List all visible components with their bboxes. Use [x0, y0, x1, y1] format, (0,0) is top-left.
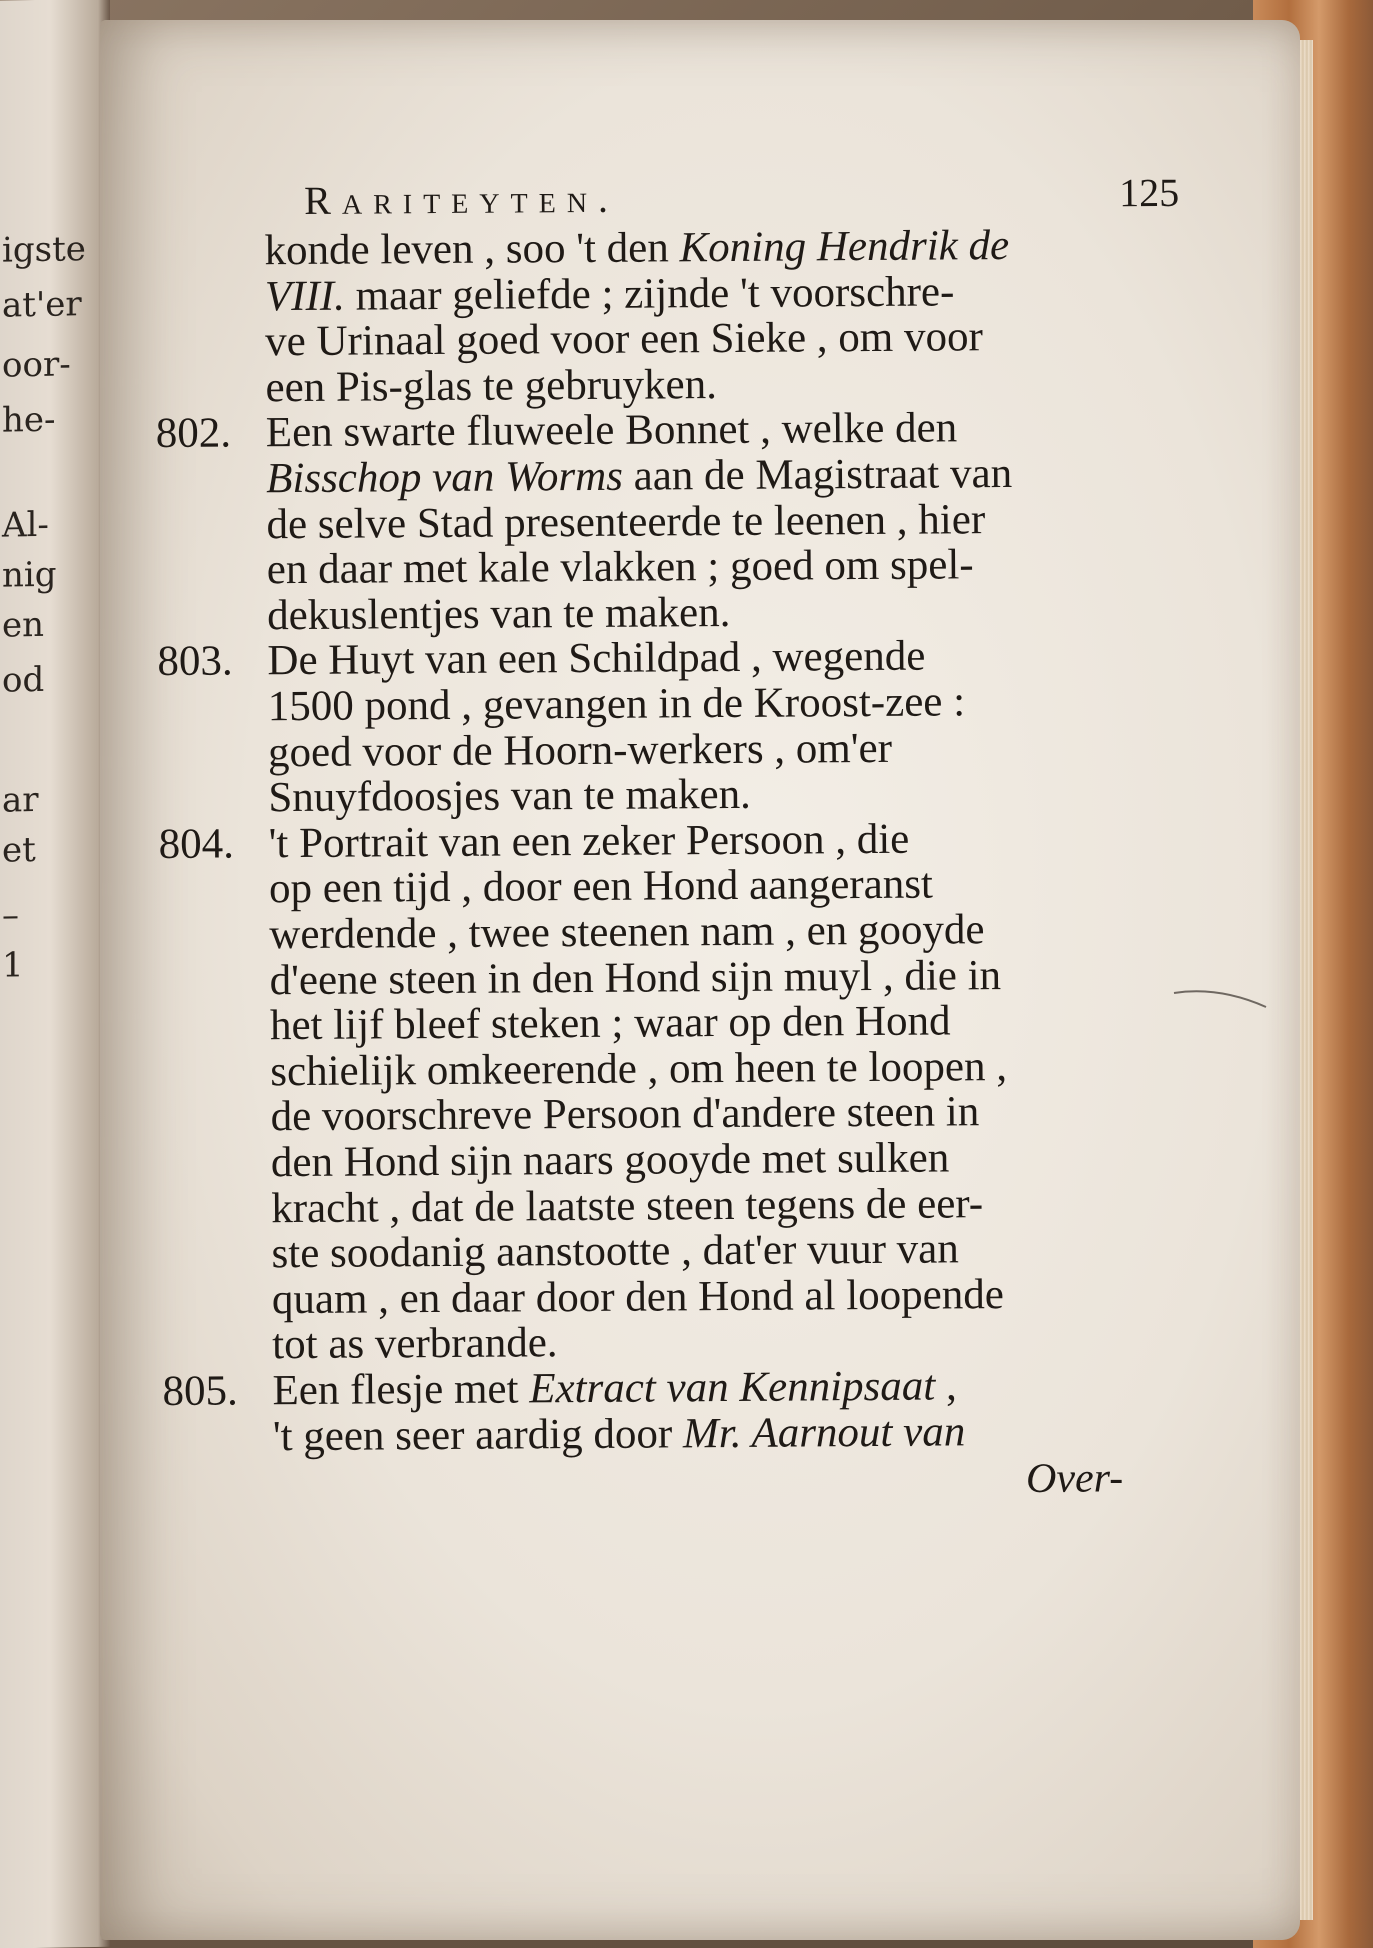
text-line — [265, 450, 1013, 503]
previous-page-fragment: he- — [2, 399, 56, 441]
roman-text: kracht , dat de laatste steen tegens de eer- — [271, 1179, 984, 1232]
text-line — [270, 1088, 980, 1141]
page-text-block — [154, 163, 1180, 1503]
roman-text: 1500 pond , gevangen in de Kroost-zee : — [267, 678, 966, 731]
roman-text: konde leven , soo 't den — [264, 224, 680, 275]
roman-text: Snuyfdoosjes van te maken. — [268, 771, 752, 822]
entry-number: 803. — [157, 637, 233, 686]
previous-page-fragment: od — [2, 659, 45, 701]
roman-text: aan de Magistraat van — [622, 450, 1013, 500]
previous-page-fragment: nig — [2, 554, 57, 596]
running-head — [304, 163, 1204, 229]
text-line — [271, 1179, 984, 1232]
roman-text: en daar met kale vlakken ; goed om spel- — [266, 541, 974, 594]
roman-text: , — [935, 1362, 957, 1410]
roman-text: goed voor de Hoorn-werkers , om'er — [267, 724, 893, 776]
roman-text: werdende , twee steenen nam , en gooyde — [269, 906, 985, 959]
roman-text: den Hond sijn naars gooyde met sulken — [270, 1134, 950, 1187]
previous-page-fragment: – — [2, 895, 19, 936]
previous-page-fragment: 1 — [2, 945, 24, 986]
text-line — [267, 724, 893, 776]
roman-text: ve Urinaal goed voor een Sieke , om voor — [265, 313, 984, 366]
text-line — [270, 1042, 1008, 1096]
text-line — [265, 360, 718, 412]
text-line — [266, 588, 731, 640]
text-line — [269, 951, 1002, 1004]
entry-number: 804. — [158, 820, 235, 868]
roman-text: Een flesje met — [272, 1365, 530, 1415]
previous-page-edge — [0, 0, 110, 1948]
roman-text: de selve Stad presenteerde te leenen , hier — [266, 495, 986, 548]
catchword: Over- — [1025, 1455, 1124, 1503]
text-line — [270, 1134, 950, 1187]
text-line — [271, 1225, 959, 1278]
italic-text: Mr. Aarnout van — [682, 1407, 966, 1457]
text-line — [267, 635, 925, 683]
previous-page-fragment: Al- — [2, 504, 49, 546]
text-line — [268, 815, 910, 868]
roman-text: De Huyt van een Schildpad , wegende — [267, 633, 926, 685]
text-line — [268, 860, 934, 913]
roman-text: 't Portrait van een zeker Persoon , die — [268, 815, 910, 868]
previous-page-fragment: ar — [2, 779, 39, 821]
previous-page-fragment: igste — [2, 229, 86, 271]
previous-page-fragment: en — [2, 604, 45, 646]
book-page — [100, 20, 1300, 1940]
roman-text: quam , en daar door den Hond al loopende — [271, 1270, 1005, 1324]
roman-text: 't geen seer aardig door — [272, 1409, 684, 1460]
italic-text: Koning Hendrik de — [679, 222, 1010, 272]
text-line — [267, 678, 966, 731]
roman-text: dekuslentjes van te maken. — [266, 588, 731, 640]
text-line — [266, 495, 986, 548]
italic-text: Extract van Kennipsaat — [529, 1362, 936, 1413]
text-line — [272, 1319, 558, 1369]
text-line — [269, 906, 985, 959]
text-line — [265, 404, 958, 457]
roman-text: tot as verbrande. — [272, 1319, 558, 1369]
text-line — [271, 1270, 1005, 1324]
text-line — [265, 313, 984, 366]
pencil-mark — [1170, 985, 1270, 1015]
text-line — [265, 270, 955, 318]
text-line — [264, 222, 1010, 275]
italic-text: VIII. — [264, 272, 346, 320]
text-line — [269, 997, 951, 1050]
italic-text: Bisschop van Worms — [265, 452, 624, 503]
roman-text: maar geliefde ; zijnde 't voorschre- — [344, 268, 955, 320]
entry-number: 805. — [162, 1367, 238, 1415]
entry-number: 802. — [155, 409, 232, 458]
roman-text: een Pis-glas te gebruyken. — [265, 360, 718, 412]
text-line — [266, 541, 974, 594]
roman-text: d'eene steen in den Hond sijn muyl , die in — [269, 951, 1002, 1004]
roman-text: Een swarte fluweele Bonnet , welke den — [265, 404, 958, 457]
previous-page-fragment: oor- — [2, 344, 71, 386]
roman-text: ste soodanig aanstootte , dat'er vuur van — [271, 1225, 959, 1278]
previous-page-fragment: et — [2, 829, 36, 871]
running-head-title: Rariteyten. — [304, 175, 620, 223]
text-line — [272, 1407, 966, 1460]
roman-text: schielijk omkeerende , om heen te loopen , — [270, 1042, 1008, 1096]
text-line — [272, 1362, 957, 1415]
previous-page-fragment: at'er — [2, 284, 82, 326]
page-number: 125 — [1119, 169, 1180, 216]
roman-text: op een tijd , door een Hond aangeranst — [268, 860, 934, 913]
text-line — [268, 771, 752, 822]
roman-text: het lijf bleef steken ; waar op den Hond — [269, 997, 951, 1050]
roman-text: de voorschreve Persoon d'andere steen in — [270, 1088, 980, 1141]
